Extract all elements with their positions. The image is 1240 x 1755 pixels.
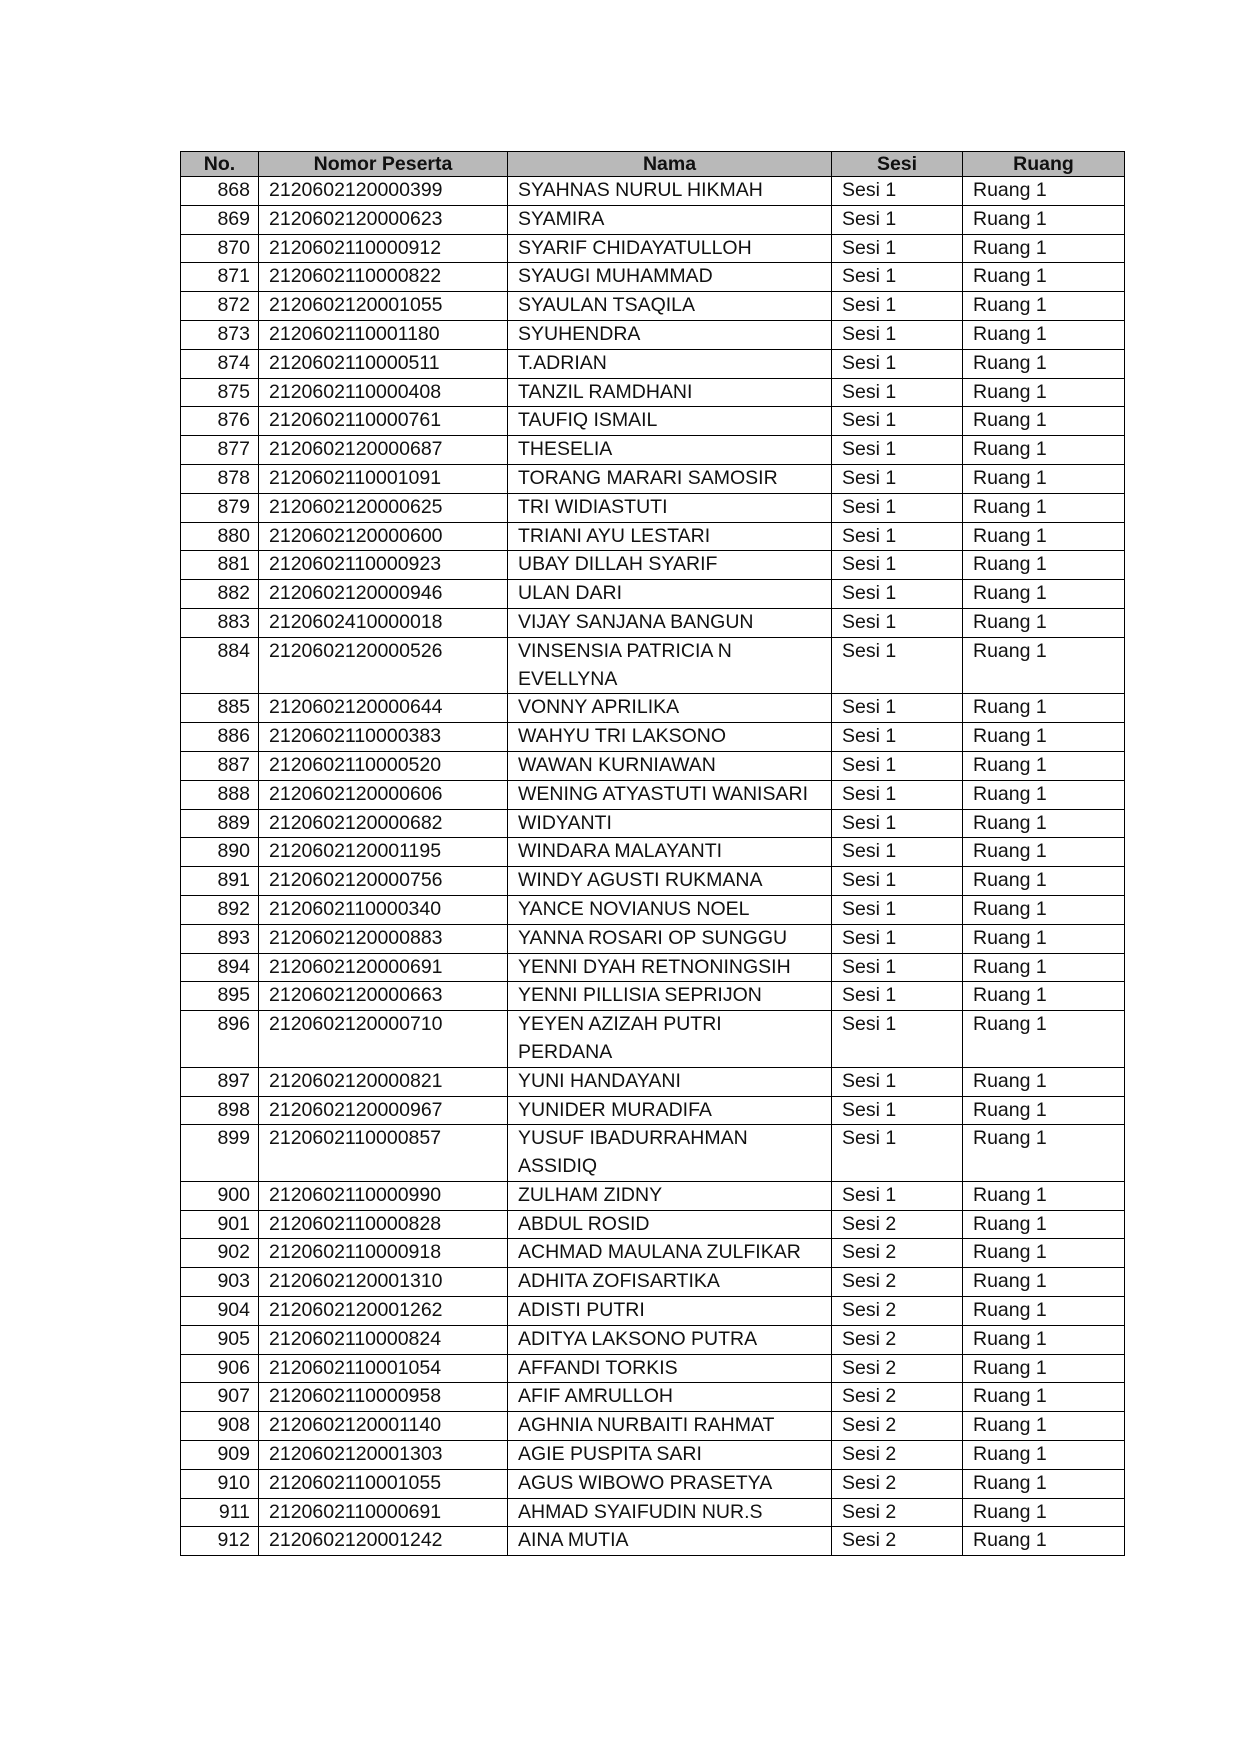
cell-sesi: Sesi 1 [832, 809, 963, 838]
table-row [181, 1441, 1125, 1470]
cell-no: 875 [181, 378, 259, 407]
cell-sesi: Sesi 1 [832, 580, 963, 609]
table-row [181, 637, 1125, 694]
cell-nama: WAWAN KURNIAWAN [508, 751, 832, 780]
cell-sesi: Sesi 2 [832, 1297, 963, 1326]
cell-ruang: Ruang 1 [963, 1527, 1125, 1556]
table-row [181, 1354, 1125, 1383]
cell-no: 904 [181, 1297, 259, 1326]
cell-nomor-peserta: 2120602110000408 [259, 378, 508, 407]
cell-ruang: Ruang 1 [963, 867, 1125, 896]
table-row [181, 1325, 1125, 1354]
cell-ruang: Ruang 1 [963, 234, 1125, 263]
cell-no: 876 [181, 407, 259, 436]
cell-nama: AGUS WIBOWO PRASETYA [508, 1469, 832, 1498]
cell-ruang: Ruang 1 [963, 1067, 1125, 1096]
cell-no: 898 [181, 1096, 259, 1125]
table-row [181, 838, 1125, 867]
cell-no: 884 [181, 637, 259, 694]
cell-ruang: Ruang 1 [963, 723, 1125, 752]
cell-nama: WIDYANTI [508, 809, 832, 838]
table-row [181, 1096, 1125, 1125]
table-row [181, 1011, 1125, 1068]
cell-no: 890 [181, 838, 259, 867]
cell-ruang: Ruang 1 [963, 177, 1125, 206]
cell-nomor-peserta: 2120602120000691 [259, 953, 508, 982]
cell-nama: YENNI PILLISIA SEPRIJON [508, 982, 832, 1011]
cell-nomor-peserta: 2120602120000682 [259, 809, 508, 838]
cell-sesi: Sesi 1 [832, 320, 963, 349]
cell-ruang: Ruang 1 [963, 1210, 1125, 1239]
cell-nomor-peserta: 2120602120000821 [259, 1067, 508, 1096]
cell-no: 877 [181, 436, 259, 465]
cell-ruang: Ruang 1 [963, 378, 1125, 407]
cell-no: 909 [181, 1441, 259, 1470]
cell-nama: AFFANDI TORKIS [508, 1354, 832, 1383]
cell-nomor-peserta: 2120602110000383 [259, 723, 508, 752]
cell-ruang: Ruang 1 [963, 637, 1125, 694]
table-row [181, 292, 1125, 321]
cell-no: 878 [181, 464, 259, 493]
cell-nama: WENING ATYASTUTI WANISARI [508, 780, 832, 809]
cell-sesi: Sesi 1 [832, 263, 963, 292]
cell-nomor-peserta: 2120602120000623 [259, 205, 508, 234]
cell-ruang: Ruang 1 [963, 608, 1125, 637]
cell-nama: YANCE NOVIANUS NOEL [508, 895, 832, 924]
cell-nama: YUNI HANDAYANI [508, 1067, 832, 1096]
header-no: No. [181, 152, 259, 177]
cell-nomor-peserta: 2120602110000340 [259, 895, 508, 924]
cell-nama: TORANG MARARI SAMOSIR [508, 464, 832, 493]
table-row [181, 1239, 1125, 1268]
cell-sesi: Sesi 1 [832, 751, 963, 780]
cell-sesi: Sesi 1 [832, 723, 963, 752]
cell-nomor-peserta: 2120602120000710 [259, 1011, 508, 1068]
cell-no: 882 [181, 580, 259, 609]
cell-no: 892 [181, 895, 259, 924]
cell-no: 905 [181, 1325, 259, 1354]
table-row [181, 1125, 1125, 1182]
cell-no: 868 [181, 177, 259, 206]
table-row [181, 378, 1125, 407]
cell-ruang: Ruang 1 [963, 580, 1125, 609]
cell-nomor-peserta: 2120602110001091 [259, 464, 508, 493]
cell-sesi: Sesi 2 [832, 1527, 963, 1556]
cell-ruang: Ruang 1 [963, 1011, 1125, 1068]
cell-sesi: Sesi 2 [832, 1469, 963, 1498]
cell-nama: ADISTI PUTRI [508, 1297, 832, 1326]
cell-no: 889 [181, 809, 259, 838]
cell-nama: SYAHNAS NURUL HIKMAH [508, 177, 832, 206]
table-row [181, 263, 1125, 292]
cell-sesi: Sesi 1 [832, 895, 963, 924]
cell-no: 874 [181, 349, 259, 378]
cell-sesi: Sesi 1 [832, 292, 963, 321]
cell-nama: AGHNIA NURBAITI RAHMAT [508, 1412, 832, 1441]
table-row [181, 1383, 1125, 1412]
cell-no: 903 [181, 1268, 259, 1297]
table-row [181, 867, 1125, 896]
cell-sesi: Sesi 1 [832, 349, 963, 378]
cell-nomor-peserta: 2120602110000828 [259, 1210, 508, 1239]
cell-nomor-peserta: 2120602110001055 [259, 1469, 508, 1498]
cell-sesi: Sesi 1 [832, 378, 963, 407]
table-header-row [181, 152, 1125, 177]
cell-nomor-peserta: 2120602120001140 [259, 1412, 508, 1441]
table-row [181, 407, 1125, 436]
cell-nama: YANNA ROSARI OP SUNGGU [508, 924, 832, 953]
cell-nomor-peserta: 2120602110000958 [259, 1383, 508, 1412]
cell-no: 896 [181, 1011, 259, 1068]
cell-sesi: Sesi 1 [832, 551, 963, 580]
cell-sesi: Sesi 1 [832, 436, 963, 465]
cell-sesi: Sesi 2 [832, 1412, 963, 1441]
cell-nama: SYUHENDRA [508, 320, 832, 349]
cell-nomor-peserta: 2120602120000946 [259, 580, 508, 609]
cell-nomor-peserta: 2120602110000918 [259, 1239, 508, 1268]
cell-no: 869 [181, 205, 259, 234]
cell-nomor-peserta: 2120602110000822 [259, 263, 508, 292]
cell-nama: ABDUL ROSID [508, 1210, 832, 1239]
cell-nama: WAHYU TRI LAKSONO [508, 723, 832, 752]
cell-nama: VINSENSIA PATRICIA N EVELLYNA [508, 637, 832, 694]
cell-ruang: Ruang 1 [963, 1181, 1125, 1210]
cell-ruang: Ruang 1 [963, 953, 1125, 982]
cell-ruang: Ruang 1 [963, 1268, 1125, 1297]
cell-nomor-peserta: 2120602120000644 [259, 694, 508, 723]
table-row [181, 1469, 1125, 1498]
cell-nomor-peserta: 2120602120000606 [259, 780, 508, 809]
cell-nomor-peserta: 2120602120001195 [259, 838, 508, 867]
cell-nomor-peserta: 2120602120001310 [259, 1268, 508, 1297]
cell-no: 906 [181, 1354, 259, 1383]
cell-nama: UBAY DILLAH SYARIF [508, 551, 832, 580]
cell-no: 893 [181, 924, 259, 953]
table-row [181, 177, 1125, 206]
cell-ruang: Ruang 1 [963, 838, 1125, 867]
cell-no: 879 [181, 493, 259, 522]
cell-sesi: Sesi 1 [832, 924, 963, 953]
cell-no: 911 [181, 1498, 259, 1527]
cell-nama: T.ADRIAN [508, 349, 832, 378]
header-nama: Nama [508, 152, 832, 177]
cell-nomor-peserta: 2120602120000526 [259, 637, 508, 694]
cell-no: 883 [181, 608, 259, 637]
cell-no: 910 [181, 1469, 259, 1498]
cell-sesi: Sesi 1 [832, 637, 963, 694]
cell-nomor-peserta: 2120602110000923 [259, 551, 508, 580]
cell-nama: SYAULAN TSAQILA [508, 292, 832, 321]
header-ruang: Ruang [963, 152, 1125, 177]
cell-ruang: Ruang 1 [963, 751, 1125, 780]
cell-no: 894 [181, 953, 259, 982]
cell-no: 871 [181, 263, 259, 292]
cell-no: 887 [181, 751, 259, 780]
cell-ruang: Ruang 1 [963, 1325, 1125, 1354]
cell-no: 891 [181, 867, 259, 896]
cell-sesi: Sesi 2 [832, 1268, 963, 1297]
cell-sesi: Sesi 1 [832, 1096, 963, 1125]
participant-table [180, 151, 1125, 1556]
cell-sesi: Sesi 2 [832, 1239, 963, 1268]
table-row [181, 751, 1125, 780]
cell-nomor-peserta: 2120602110000990 [259, 1181, 508, 1210]
cell-no: 888 [181, 780, 259, 809]
cell-sesi: Sesi 1 [832, 1125, 963, 1182]
cell-nomor-peserta: 2120602110000520 [259, 751, 508, 780]
cell-nomor-peserta: 2120602120000756 [259, 867, 508, 896]
cell-nama: YUNIDER MURADIFA [508, 1096, 832, 1125]
cell-no: 872 [181, 292, 259, 321]
table-row [181, 809, 1125, 838]
table-row [181, 464, 1125, 493]
cell-ruang: Ruang 1 [963, 809, 1125, 838]
cell-ruang: Ruang 1 [963, 436, 1125, 465]
cell-nomor-peserta: 2120602120000399 [259, 177, 508, 206]
cell-ruang: Ruang 1 [963, 924, 1125, 953]
cell-ruang: Ruang 1 [963, 895, 1125, 924]
cell-no: 885 [181, 694, 259, 723]
cell-sesi: Sesi 1 [832, 464, 963, 493]
cell-ruang: Ruang 1 [963, 349, 1125, 378]
cell-nama: ADITYA LAKSONO PUTRA [508, 1325, 832, 1354]
cell-sesi: Sesi 1 [832, 608, 963, 637]
cell-no: 880 [181, 522, 259, 551]
cell-nama: AHMAD SYAIFUDIN NUR.S [508, 1498, 832, 1527]
cell-nomor-peserta: 2120602120001055 [259, 292, 508, 321]
cell-sesi: Sesi 1 [832, 1181, 963, 1210]
cell-sesi: Sesi 1 [832, 953, 963, 982]
cell-nomor-peserta: 2120602110000824 [259, 1325, 508, 1354]
cell-ruang: Ruang 1 [963, 1469, 1125, 1498]
table-row [181, 1527, 1125, 1556]
cell-sesi: Sesi 1 [832, 522, 963, 551]
cell-sesi: Sesi 2 [832, 1210, 963, 1239]
cell-sesi: Sesi 1 [832, 694, 963, 723]
cell-nama: ADHITA ZOFISARTIKA [508, 1268, 832, 1297]
cell-ruang: Ruang 1 [963, 1354, 1125, 1383]
cell-nama: AFIF AMRULLOH [508, 1383, 832, 1412]
cell-ruang: Ruang 1 [963, 320, 1125, 349]
cell-no: 886 [181, 723, 259, 752]
cell-ruang: Ruang 1 [963, 1498, 1125, 1527]
cell-ruang: Ruang 1 [963, 1125, 1125, 1182]
cell-no: 873 [181, 320, 259, 349]
cell-nomor-peserta: 2120602120000625 [259, 493, 508, 522]
cell-nama: TRIANI AYU LESTARI [508, 522, 832, 551]
cell-nomor-peserta: 2120602120001262 [259, 1297, 508, 1326]
cell-ruang: Ruang 1 [963, 522, 1125, 551]
cell-no: 897 [181, 1067, 259, 1096]
table-row [181, 551, 1125, 580]
cell-no: 895 [181, 982, 259, 1011]
table-row [181, 234, 1125, 263]
table-row [181, 1297, 1125, 1326]
cell-ruang: Ruang 1 [963, 1096, 1125, 1125]
table-row [181, 349, 1125, 378]
cell-ruang: Ruang 1 [963, 780, 1125, 809]
cell-ruang: Ruang 1 [963, 1412, 1125, 1441]
cell-nama: ULAN DARI [508, 580, 832, 609]
cell-nama: YUSUF IBADURRAHMAN ASSIDIQ [508, 1125, 832, 1182]
cell-nama: YENNI DYAH RETNONINGSIH [508, 953, 832, 982]
cell-ruang: Ruang 1 [963, 1441, 1125, 1470]
cell-sesi: Sesi 1 [832, 177, 963, 206]
cell-ruang: Ruang 1 [963, 1297, 1125, 1326]
cell-ruang: Ruang 1 [963, 694, 1125, 723]
cell-sesi: Sesi 1 [832, 407, 963, 436]
table-row [181, 1210, 1125, 1239]
cell-nama: SYAUGI MUHAMMAD [508, 263, 832, 292]
cell-nama: TAUFIQ ISMAIL [508, 407, 832, 436]
cell-nomor-peserta: 2120602110001180 [259, 320, 508, 349]
cell-no: 870 [181, 234, 259, 263]
cell-nomor-peserta: 2120602120001242 [259, 1527, 508, 1556]
cell-sesi: Sesi 1 [832, 867, 963, 896]
table-row [181, 924, 1125, 953]
cell-no: 902 [181, 1239, 259, 1268]
table-row [181, 205, 1125, 234]
cell-sesi: Sesi 2 [832, 1498, 963, 1527]
cell-nomor-peserta: 2120602120000687 [259, 436, 508, 465]
cell-sesi: Sesi 1 [832, 1067, 963, 1096]
cell-ruang: Ruang 1 [963, 292, 1125, 321]
table-row [181, 522, 1125, 551]
cell-nama: YEYEN AZIZAH PUTRI PERDANA [508, 1011, 832, 1068]
cell-sesi: Sesi 2 [832, 1354, 963, 1383]
table-row [181, 780, 1125, 809]
cell-nomor-peserta: 2120602120001303 [259, 1441, 508, 1470]
cell-ruang: Ruang 1 [963, 1383, 1125, 1412]
cell-sesi: Sesi 1 [832, 234, 963, 263]
table-row [181, 953, 1125, 982]
cell-nama: SYARIF CHIDAYATULLOH [508, 234, 832, 263]
cell-nomor-peserta: 2120602110000511 [259, 349, 508, 378]
cell-ruang: Ruang 1 [963, 263, 1125, 292]
cell-sesi: Sesi 1 [832, 982, 963, 1011]
cell-sesi: Sesi 1 [832, 493, 963, 522]
cell-nama: TANZIL RAMDHANI [508, 378, 832, 407]
cell-nomor-peserta: 2120602110000691 [259, 1498, 508, 1527]
cell-sesi: Sesi 1 [832, 780, 963, 809]
cell-ruang: Ruang 1 [963, 551, 1125, 580]
table-row [181, 493, 1125, 522]
cell-no: 907 [181, 1383, 259, 1412]
cell-nama: VONNY APRILIKA [508, 694, 832, 723]
cell-ruang: Ruang 1 [963, 407, 1125, 436]
cell-ruang: Ruang 1 [963, 493, 1125, 522]
table-row [181, 1268, 1125, 1297]
header-nomor-peserta: Nomor Peserta [259, 152, 508, 177]
cell-no: 900 [181, 1181, 259, 1210]
table-row [181, 895, 1125, 924]
cell-nama: TRI WIDIASTUTI [508, 493, 832, 522]
cell-sesi: Sesi 1 [832, 205, 963, 234]
cell-nama: THESELIA [508, 436, 832, 465]
cell-no: 881 [181, 551, 259, 580]
table-row [181, 1412, 1125, 1441]
cell-ruang: Ruang 1 [963, 464, 1125, 493]
cell-nama: AINA MUTIA [508, 1527, 832, 1556]
cell-nomor-peserta: 2120602120000663 [259, 982, 508, 1011]
table-row [181, 1181, 1125, 1210]
header-sesi: Sesi [832, 152, 963, 177]
cell-nomor-peserta: 2120602120000600 [259, 522, 508, 551]
table-row [181, 982, 1125, 1011]
cell-no: 901 [181, 1210, 259, 1239]
cell-no: 912 [181, 1527, 259, 1556]
cell-sesi: Sesi 2 [832, 1441, 963, 1470]
table-row [181, 320, 1125, 349]
table-row [181, 608, 1125, 637]
cell-nomor-peserta: 2120602120000883 [259, 924, 508, 953]
cell-sesi: Sesi 2 [832, 1383, 963, 1412]
cell-nama: ACHMAD MAULANA ZULFIKAR [508, 1239, 832, 1268]
cell-nomor-peserta: 2120602110000761 [259, 407, 508, 436]
table-row [181, 580, 1125, 609]
cell-ruang: Ruang 1 [963, 982, 1125, 1011]
cell-nama: WINDARA MALAYANTI [508, 838, 832, 867]
cell-nomor-peserta: 2120602110000912 [259, 234, 508, 263]
cell-sesi: Sesi 1 [832, 1011, 963, 1068]
table-row [181, 694, 1125, 723]
cell-ruang: Ruang 1 [963, 1239, 1125, 1268]
cell-no: 908 [181, 1412, 259, 1441]
cell-nama: SYAMIRA [508, 205, 832, 234]
cell-nomor-peserta: 2120602410000018 [259, 608, 508, 637]
cell-nomor-peserta: 2120602110000857 [259, 1125, 508, 1182]
cell-sesi: Sesi 1 [832, 838, 963, 867]
table-row [181, 1498, 1125, 1527]
cell-ruang: Ruang 1 [963, 205, 1125, 234]
table-row [181, 723, 1125, 752]
cell-sesi: Sesi 2 [832, 1325, 963, 1354]
cell-nama: VIJAY SANJANA BANGUN [508, 608, 832, 637]
cell-nama: AGIE PUSPITA SARI [508, 1441, 832, 1470]
cell-no: 899 [181, 1125, 259, 1182]
table-row [181, 1067, 1125, 1096]
cell-nomor-peserta: 2120602110001054 [259, 1354, 508, 1383]
table-body [181, 177, 1125, 1556]
table-row [181, 436, 1125, 465]
cell-nama: WINDY AGUSTI RUKMANA [508, 867, 832, 896]
cell-nomor-peserta: 2120602120000967 [259, 1096, 508, 1125]
cell-nama: ZULHAM ZIDNY [508, 1181, 832, 1210]
